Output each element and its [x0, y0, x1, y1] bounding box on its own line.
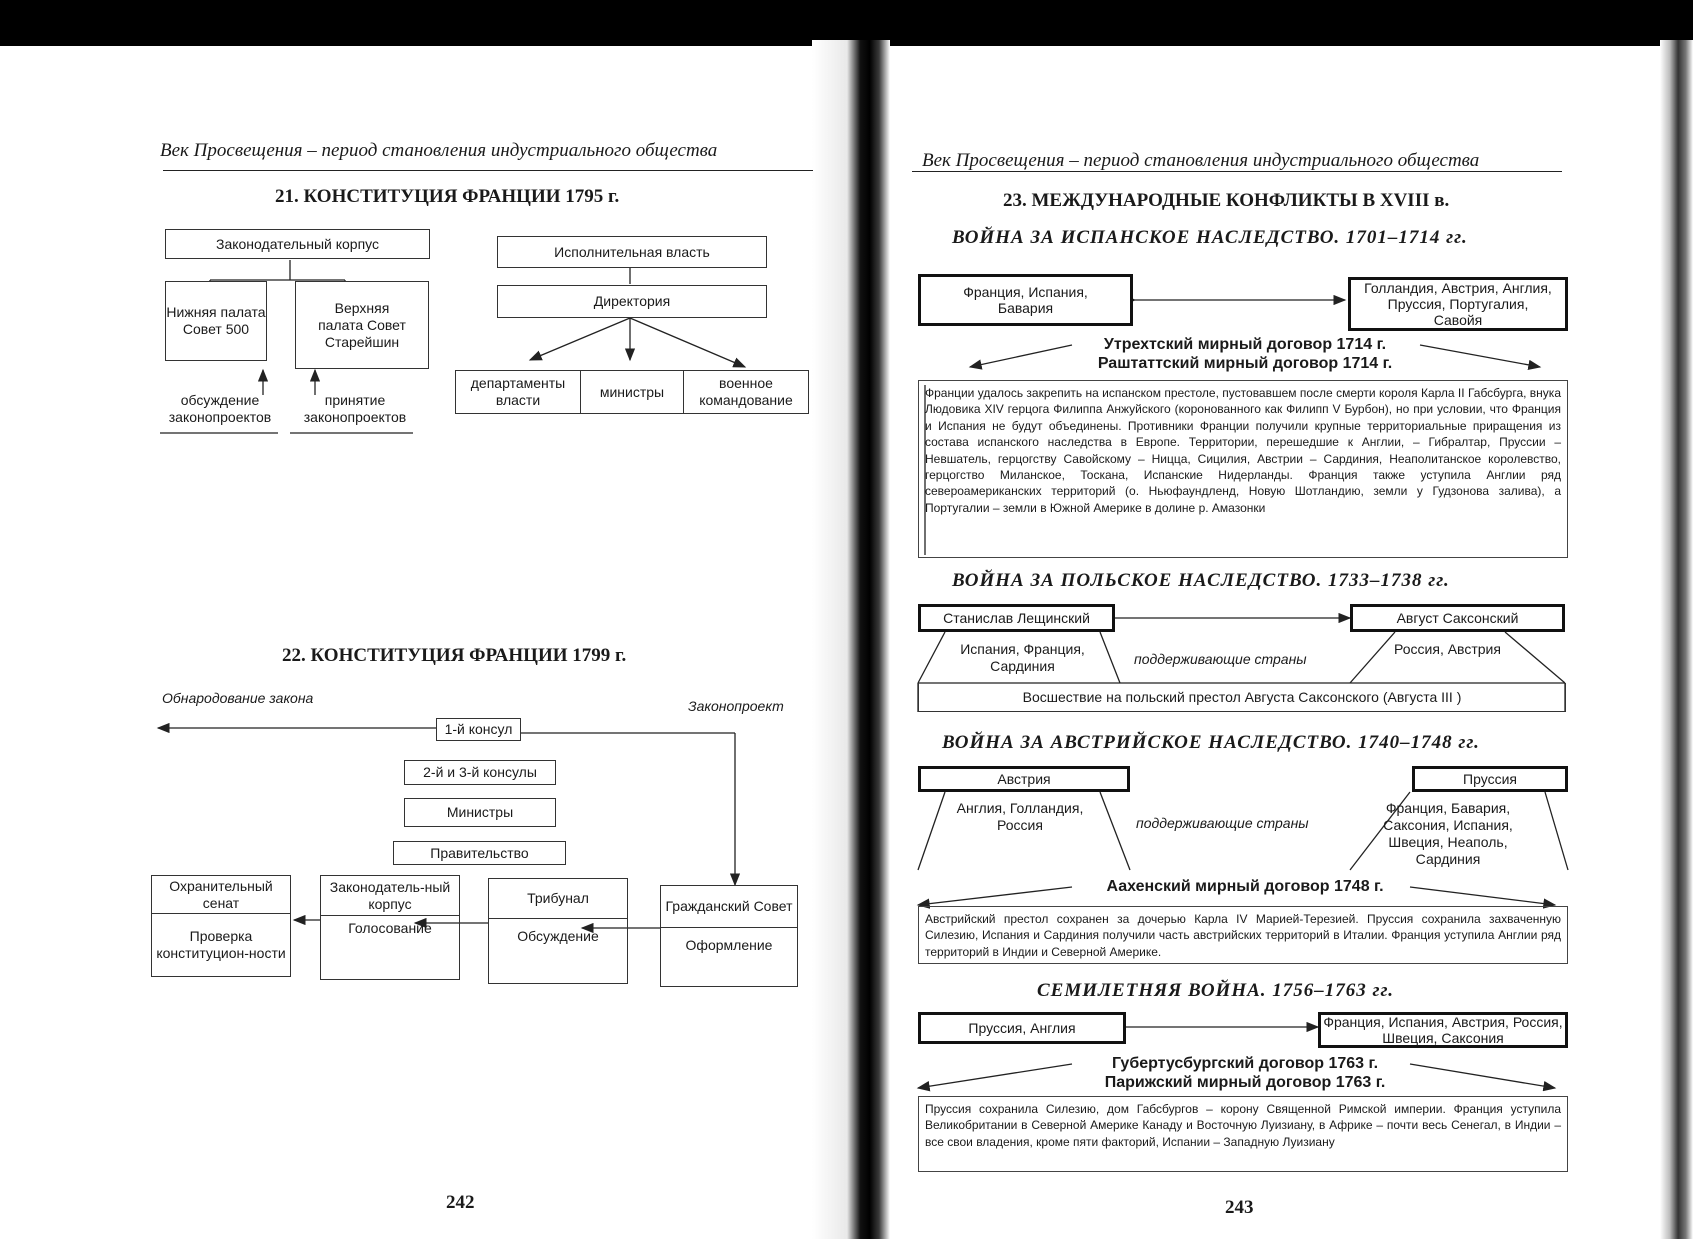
- seven-years-left-side: Пруссия, Англия: [918, 1012, 1126, 1044]
- adoption-label: принятие законопроектов: [303, 392, 407, 425]
- running-header-left: Век Просвещения – период становления индустриального общества: [160, 140, 718, 161]
- conservative-senate-box: [151, 875, 291, 977]
- legislative-corps-1799-box: [320, 875, 460, 980]
- section-21-title: 21. КОНСТИТУЦИЯ ФРАНЦИИ 1795 г.: [275, 186, 620, 207]
- austrian-war-text: Австрийский престол сохранен за дочерью Карла IV Марией-Терезией. Пруссия сохранила захваченную Силезию, Испания и Сардиния получили часть австрийских территорий в Италии. Франция уступила Англии ряд территорий в Индии и Северной Америке.: [918, 906, 1568, 964]
- utrecht-treaty: Утрехтский мирный договор 1714 г.: [1103, 336, 1387, 353]
- bill-label: Законопроект: [688, 698, 784, 714]
- header-rule-left: [163, 170, 813, 171]
- header-rule-right: [912, 171, 1562, 172]
- government-box: Правительство: [393, 841, 566, 865]
- tribunate-title: Трибунал: [489, 879, 627, 919]
- austrian-support-label: поддерживающие страны: [1136, 815, 1309, 831]
- promulgation-label: Обнародование закона: [162, 690, 314, 706]
- council-title: Гражданский Совет: [661, 886, 797, 928]
- polish-right-candidate: Август Саксонский: [1350, 604, 1565, 632]
- page-number-243: 243: [1225, 1197, 1254, 1218]
- first-consul-box: 1-й консул: [436, 718, 521, 741]
- spanish-war-text: Франции удалось закрепить на испанском престоле, пустовавшем после смерти короля Карла II Габсбурга, внука Людовика XIV герцога Филиппа Анжуйского (коронованного как Филипп V Бурбон), но при условии, что Франция и Испания не будут объединены. Противники Франции получили крупные территориальные приращения из состава испанского наследства в Европе. Территории, перешедшие к Англии, – Гибралтар, Пруссии – Невшатель, герцогству Савойскому – Ницца, Сицилия, Австрии – Сардиния, Неаполитанское королевство, герцогство Миланское, Тоскана, Испанские Нидерланды. Франция также уступила Англии ряд североамериканских территорий (о. Ньюфаундленд, Новую Шотландию, земли у Гудзонова залива), а Португалии – земли в Южной Америке в долине р. Амазонки: [918, 380, 1568, 558]
- civil-council-box: [660, 885, 798, 987]
- departments-cell: департаменты власти: [456, 371, 581, 413]
- legislative-function: Голосование: [348, 920, 432, 936]
- polish-right-support: Россия, Австрия: [1394, 641, 1501, 657]
- senate-function: Проверка конституцион-ности: [156, 928, 286, 961]
- ministers-box: Министры: [404, 798, 556, 827]
- lower-chamber-label: Нижняя палата Совет 500: [166, 304, 266, 337]
- polish-support-label: поддерживающие страны: [1134, 651, 1307, 667]
- polish-left-support: Испания, Франция, Сардиния: [960, 641, 1085, 674]
- upper-chamber-box: [295, 281, 429, 369]
- page-number-242: 242: [446, 1192, 475, 1213]
- polish-war-title: ВОЙНА ЗА ПОЛЬСКОЕ НАСЛЕДСТВО. 1733–1738 гг.: [952, 570, 1450, 591]
- austrian-right-side: Пруссия: [1412, 766, 1568, 792]
- austrian-left-side: Австрия: [918, 766, 1130, 792]
- spanish-left-coalition: [918, 274, 1133, 326]
- tribunate-box: [488, 878, 628, 984]
- military-cell: военное командование: [699, 375, 793, 408]
- paris-treaty: Парижский мирный договор 1763 г.: [1104, 1074, 1386, 1091]
- running-header-right: Век Просвещения – период становления индустриального общества: [922, 150, 1480, 171]
- aachen-treaty: Аахенский мирный договор 1748 г.: [1106, 878, 1384, 895]
- austrian-left-support: Англия, Голландия, Россия: [956, 800, 1084, 833]
- polish-war-result: Восшествие на польский престол Августа Саксонского (Августа III ): [918, 683, 1566, 712]
- council-function: Оформление: [685, 936, 773, 953]
- executive-power-box: Исполнительная власть: [497, 236, 767, 268]
- legislative-title: Законодатель-ный корпус: [321, 876, 459, 916]
- executive-branches-row: [455, 370, 809, 414]
- spanish-left-label: Франция, Испания, Бавария: [963, 284, 1088, 316]
- section-22-title: 22. КОНСТИТУЦИЯ ФРАНЦИИ 1799 г.: [282, 645, 627, 666]
- upper-chamber-label: Верхняя палата Совет Старейшин: [318, 299, 406, 350]
- section-23-title: 23. МЕЖДУНАРОДНЫЕ КОНФЛИКТЫ В XVIII в.: [1003, 190, 1450, 211]
- rastatt-treaty: Раштаттский мирный договор 1714 г.: [1097, 355, 1393, 372]
- tribunate-function: Обсуждение: [517, 927, 599, 944]
- austrian-right-support: Франция, Бавария, Саксония, Испания, Швеция, Неаполь, Сардиния: [1383, 800, 1513, 867]
- polish-left-candidate: Станислав Лещинский: [918, 604, 1115, 632]
- second-third-consuls-box: 2-й и 3-й консулы: [404, 760, 556, 785]
- spanish-war-title: ВОЙНА ЗА ИСПАНСКОЕ НАСЛЕДСТВО. 1701–1714 гг.: [952, 227, 1468, 248]
- seven-years-war-title: СЕМИЛЕТНЯЯ ВОЙНА. 1756–1763 гг.: [1037, 980, 1395, 1001]
- lower-chamber-box: [165, 281, 267, 361]
- austrian-war-title: ВОЙНА ЗА АВСТРИЙСКОЕ НАСЛЕДСТВО. 1740–1748 гг.: [942, 732, 1480, 753]
- legislative-corps-box: Законодательный корпус: [165, 229, 430, 259]
- senate-title: Охранительный сенат: [152, 876, 290, 914]
- seven-years-right-side: Франция, Испания, Австрия, Россия, Швеция, Саксония: [1318, 1012, 1568, 1048]
- discussion-label: обсуждение законопроектов: [168, 392, 272, 425]
- hubertusburg-treaty: Губертусбургский договор 1763 г.: [1111, 1055, 1379, 1072]
- seven-years-war-text: Пруссия сохранила Силезию, дом Габсбургов – корону Священной Римской империи. Франция уступила Великобритании в Северной Америке Канаду и Восточную Луизиану, в Африке – почти весь Сенегал, в Индии – все свои владения, кроме пяти факторий, Испании – Западную Луизиану: [918, 1096, 1568, 1172]
- ministers-cell: министры: [581, 371, 684, 413]
- spanish-right-label: Голландия, Австрия, Англия, Пруссия, Португалия, Савойя: [1364, 280, 1552, 328]
- spanish-right-coalition: [1348, 277, 1568, 331]
- directory-box: Директория: [497, 285, 767, 318]
